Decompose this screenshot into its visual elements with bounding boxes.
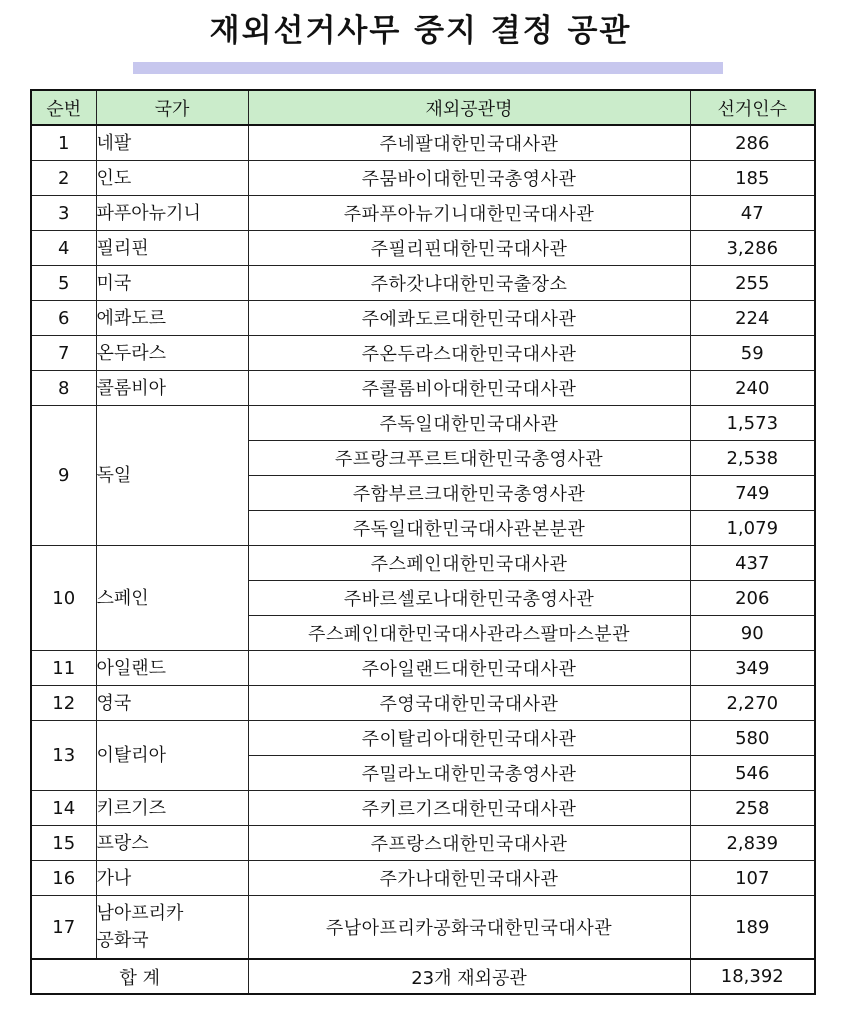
mission-name: 주스페인대한민국대사관: [248, 546, 690, 581]
mission-name: 주파푸아뉴기니대한민국대사관: [248, 196, 690, 231]
table-row: [31, 791, 815, 826]
mission-name: 주영국대한민국대사관: [248, 686, 690, 721]
voter-count: 1,079: [690, 511, 815, 546]
row-number: 15: [31, 826, 96, 861]
row-number: 3: [31, 196, 96, 231]
voter-count: 255: [690, 266, 815, 301]
country-name: 영국: [96, 686, 248, 721]
country-name: 필리핀: [96, 231, 248, 266]
voter-count: 1,573: [690, 406, 815, 441]
voter-count: 546: [690, 756, 815, 791]
table-row: [31, 371, 815, 406]
row-number: 16: [31, 861, 96, 896]
total-label: 합 계: [31, 959, 248, 994]
voter-count: 59: [690, 336, 815, 371]
header-mission: 재외공관명: [248, 90, 690, 125]
mission-name: 주온두라스대한민국대사관: [248, 336, 690, 371]
mission-name: 주독일대한민국대사관: [248, 406, 690, 441]
header-country: 국가: [96, 90, 248, 125]
voter-count: 189: [690, 896, 815, 960]
voter-count: 206: [690, 581, 815, 616]
header-voters: 선거인수: [690, 90, 815, 125]
row-number: 7: [31, 336, 96, 371]
voter-count: 224: [690, 301, 815, 336]
voter-count: 258: [690, 791, 815, 826]
table-row: [31, 161, 815, 196]
row-number: 2: [31, 161, 96, 196]
table-row: [31, 546, 815, 581]
voter-count: 107: [690, 861, 815, 896]
voter-count: 90: [690, 616, 815, 651]
mission-name: 주필리핀대한민국대사관: [248, 231, 690, 266]
mission-name: 주아일랜드대한민국대사관: [248, 651, 690, 686]
table-row: [31, 861, 815, 896]
row-number: 12: [31, 686, 96, 721]
country-name: 가나: [96, 861, 248, 896]
row-number: 17: [31, 896, 96, 960]
table-row: [31, 231, 815, 266]
mission-name: 주네팔대한민국대사관: [248, 125, 690, 161]
table-row: [31, 896, 815, 960]
table-row: [31, 686, 815, 721]
country-name: 아일랜드: [96, 651, 248, 686]
table-row: [31, 196, 815, 231]
mission-name: 주뭄바이대한민국총영사관: [248, 161, 690, 196]
page-title: 재외선거사무 중지 결정 공관: [209, 13, 632, 49]
mission-name: 주독일대한민국대사관본분관: [248, 511, 690, 546]
voter-count: 2,270: [690, 686, 815, 721]
title-underline-bar: [133, 62, 723, 74]
voter-count: 749: [690, 476, 815, 511]
voter-count: 437: [690, 546, 815, 581]
voter-count: 47: [690, 196, 815, 231]
country-name: 온두라스: [96, 336, 248, 371]
row-number: 8: [31, 371, 96, 406]
country-name: 독일: [96, 406, 248, 546]
row-number: 1: [31, 125, 96, 161]
mission-name: 주스페인대한민국대사관라스팔마스분관: [248, 616, 690, 651]
row-number: 9: [31, 406, 96, 546]
voter-count: 240: [690, 371, 815, 406]
voter-count: 580: [690, 721, 815, 756]
mission-name: 주이탈리아대한민국대사관: [248, 721, 690, 756]
mission-name: 주남아프리카공화국대한민국대사관: [248, 896, 690, 960]
country-name: 이탈리아: [96, 721, 248, 791]
country-name: 파푸아뉴기니: [96, 196, 248, 231]
voter-count: 185: [690, 161, 815, 196]
country-name: 남아프리카 공화국: [96, 896, 248, 960]
row-number: 10: [31, 546, 96, 651]
row-number: 11: [31, 651, 96, 686]
table-row: [31, 336, 815, 371]
total-row: [31, 959, 815, 994]
voter-count: 2,538: [690, 441, 815, 476]
table-row: [31, 266, 815, 301]
header-no: 순번: [31, 90, 96, 125]
row-number: 5: [31, 266, 96, 301]
country-name: 콜롬비아: [96, 371, 248, 406]
table-row: [31, 651, 815, 686]
voter-count: 286: [690, 125, 815, 161]
mission-name: 주프랑스대한민국대사관: [248, 826, 690, 861]
mission-name: 주바르셀로나대한민국총영사관: [248, 581, 690, 616]
total-missions: 23개 재외공관: [248, 959, 690, 994]
table-row: [31, 301, 815, 336]
row-number: 6: [31, 301, 96, 336]
row-number: 4: [31, 231, 96, 266]
voter-count: 349: [690, 651, 815, 686]
country-name: 키르기즈: [96, 791, 248, 826]
table-body: [31, 125, 815, 959]
mission-name: 주함부르크대한민국총영사관: [248, 476, 690, 511]
country-name: 스페인: [96, 546, 248, 651]
table-row: [31, 125, 815, 161]
mission-name: 주키르기즈대한민국대사관: [248, 791, 690, 826]
country-name: 네팔: [96, 125, 248, 161]
row-number: 14: [31, 791, 96, 826]
mission-name: 주프랑크푸르트대한민국총영사관: [248, 441, 690, 476]
table-row: [31, 406, 815, 441]
row-number: 13: [31, 721, 96, 791]
mission-name: 주가나대한민국대사관: [248, 861, 690, 896]
mission-name: 주콜롬비아대한민국대사관: [248, 371, 690, 406]
country-name: 에콰도르: [96, 301, 248, 336]
suspended-missions-table: [30, 89, 816, 995]
country-name: 미국: [96, 266, 248, 301]
country-name: 인도: [96, 161, 248, 196]
table-header-row: [31, 90, 815, 125]
table-row: [31, 826, 815, 861]
country-name: 프랑스: [96, 826, 248, 861]
total-voters: 18,392: [690, 959, 815, 994]
voter-count: 3,286: [690, 231, 815, 266]
table-row: [31, 721, 815, 756]
mission-name: 주하갓냐대한민국출장소: [248, 266, 690, 301]
mission-name: 주밀라노대한민국총영사관: [248, 756, 690, 791]
voter-count: 2,839: [690, 826, 815, 861]
mission-name: 주에콰도르대한민국대사관: [248, 301, 690, 336]
